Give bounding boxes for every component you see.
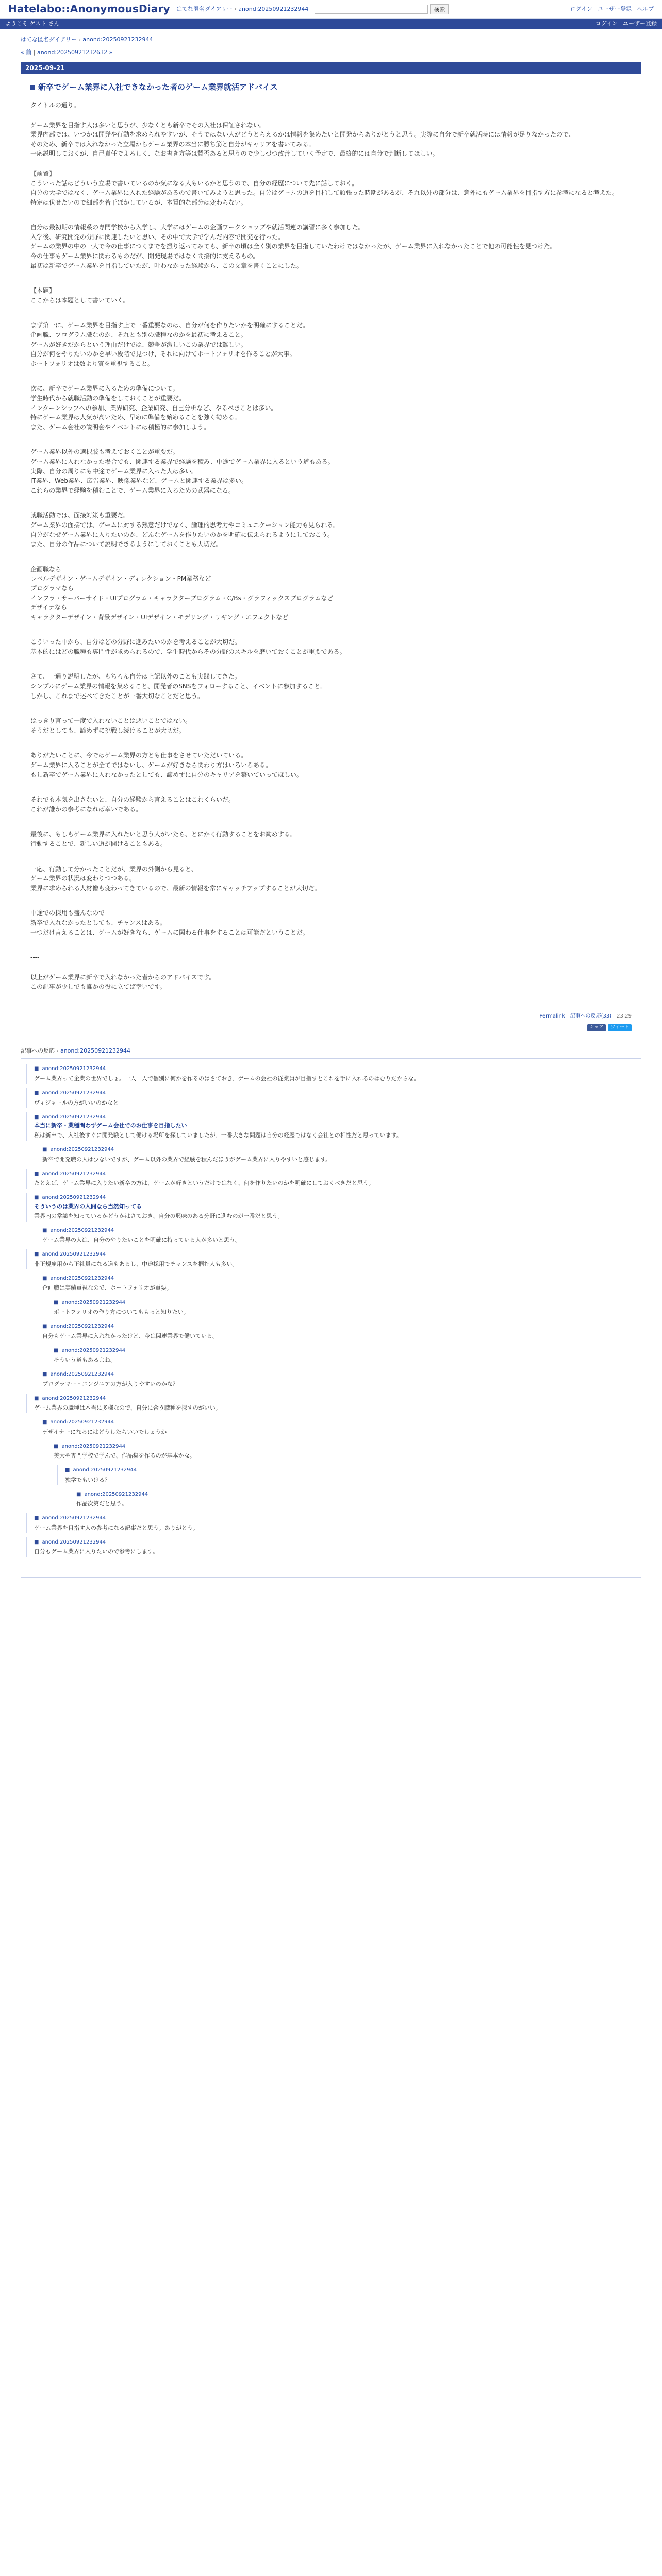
- entry-signature: [30, 1012, 632, 1023]
- comment-title[interactable]: 本当に新卒・業種問わずゲーム会社でのお仕事を目指したい: [34, 1122, 187, 1129]
- facebook-share-button[interactable]: シェア: [587, 1024, 606, 1031]
- square-bullet-icon: ■: [42, 1371, 47, 1378]
- square-bullet-icon: ■: [34, 1066, 39, 1072]
- comment-item: [35, 1226, 636, 1246]
- comment-text: 新卒で開発職の人は少ないですが、ゲーム以外の業界で経験を積んだほうがゲーム業界に入りやすいと感じます。: [42, 1156, 332, 1163]
- comment-id-link[interactable]: anond:20250921232944: [61, 1299, 126, 1306]
- header-crumb-sep: ›: [234, 5, 237, 12]
- comment-item: [26, 1088, 636, 1108]
- square-bullet-icon: ■: [42, 1419, 47, 1426]
- comment-header: [34, 1065, 636, 1073]
- comment-id-link[interactable]: anond:20250921232944: [42, 1066, 106, 1072]
- pager: [21, 48, 641, 57]
- entry-paragraph: さて、一通り説明したが、もちろん自分は上記以外のことも実践してきた。 シンプルにゲーム業界の情報を集めること、開発者のSNSをフォローすること、イベントに参加すること。 しかし、これまで述べてきたことが一番大切なことだと思う。: [30, 673, 327, 700]
- comment-text: 独学でもいける？: [65, 1476, 110, 1483]
- comment-header: [34, 1514, 636, 1522]
- comment-item: [35, 1145, 636, 1165]
- comment-text: たとえば、ゲーム業界に入りたい新卒の方は、ゲームが好きというだけではなく、何を作りたいのかを明確にしておくべきだと思う。: [34, 1180, 374, 1187]
- comment-text: 業界内の常識を知っているかどうかはさておき、自分の興味のある分野に進むのが一番だと思う。: [34, 1212, 284, 1219]
- comment-id-link[interactable]: anond:20250921232944: [42, 1114, 106, 1120]
- comment-header: [42, 1370, 636, 1379]
- comment-item: [35, 1417, 636, 1437]
- comment-item: [26, 1249, 636, 1269]
- entry-paragraph: 一応、行動して分かったことだが、業界の外側から見ると、 ゲーム業界の状況は変わりつつある。 業界に求められる人材像も変わってきているので、最新の情報を常にキャッチアップすることが大切だ。: [30, 865, 321, 892]
- top-bar: [0, 0, 662, 19]
- sub-bar: [0, 19, 662, 29]
- comment-item: [46, 1298, 636, 1318]
- entry-paragraph: 次に、新卒でゲーム業界に入るための準備について。 学生時代から就職活動の準備をしておくことが重要だ。 インターンシップへの参加、業界研究、企業研究、自己分析など、やるべきことは多い。 特にゲーム業界は人気が高いため、早めに準備を始めることを強く勧める。 また、ゲーム会社の説明会やイベントには積極的に参加しよう。: [30, 385, 277, 431]
- welcome-text[interactable]: ようこそ ゲスト さん: [5, 20, 60, 27]
- comment-id-link[interactable]: anond:20250921232944: [42, 1090, 106, 1096]
- comment-header: [42, 1146, 636, 1154]
- entry-day: [21, 62, 641, 1041]
- comment-item: [35, 1274, 636, 1294]
- entry-title-row: [30, 81, 632, 93]
- comment-header: [54, 1299, 636, 1307]
- entry-paragraph: まず第一に、ゲーム業界を目指す上で一番重要なのは、自分が何を作りたいかを明確にすることだ。 企画職、プログラム職なのか、それとも別の職種なのかを最初に考えること。 ゲームが好きだからという理由だけでは、競争が激しいこの業界では難しい。 自分が何をやりたいのかを早い段階で見つけ、それに向けてポートフォリオを作ることが大事。 ポートフォリオは数より質を重視すること。: [30, 321, 309, 367]
- entry-title: 新卒でゲーム業界に入社できなかった者のゲーム業界就活アドバイス: [38, 82, 278, 92]
- breadcrumb-home[interactable]: はてな匿名ダイアリー: [21, 36, 77, 43]
- comment-id-link[interactable]: anond:20250921232944: [42, 1171, 106, 1177]
- comment-text: ヴィジャールの方がいいのかなと: [34, 1099, 119, 1106]
- entry-time: 23:29: [617, 1013, 632, 1019]
- comment-id-link[interactable]: anond:20250921232944: [42, 1195, 106, 1201]
- square-bullet-icon: ■: [34, 1171, 39, 1177]
- comment-item: [57, 1465, 636, 1485]
- comment-header: [54, 1443, 636, 1451]
- entry-paragraph: 【前置】 こういった話はどういう立場で書いているのか気になる人もいるかと思うので、自分の経歴について先に話しておく。 自分の大学ではなく、ゲーム業界に入れた経験があるので書いてみようと思った。自分はゲームの道を目指して頑張った時期があるが、それ以外の部分は、意外にもゲーム業界を目指す方に参考になると考えた。 特定は伏せたいので細部を若干ぼかしているが、本質的な部分は変わらない。: [30, 170, 618, 206]
- site-logo[interactable]: Hatelabo::AnonymousDiary: [8, 3, 170, 15]
- comment-title[interactable]: そういうのは業界の人間なら当然知ってる: [34, 1202, 142, 1210]
- square-bullet-icon: ■: [54, 1299, 59, 1306]
- entry-paragraph: はっきり言って一度で入れないことは悪いことではない。 そうだとしても、諦めずに挑戦し続けることが大切だ。: [30, 717, 192, 734]
- comment-item: [26, 1193, 636, 1222]
- footer-space: [21, 1578, 641, 1608]
- square-bullet-icon: ■: [42, 1227, 47, 1233]
- comment-header: [34, 1194, 636, 1202]
- comment-text: 作品次第だと思う。: [76, 1500, 127, 1507]
- search-button[interactable]: 検索: [430, 4, 449, 14]
- entry-paragraph: 最後に、もしもゲーム業界に入れたいと思う人がいたら、とにかく行動することをお勧めする。 行動することで、新しい道が開けることもある。: [30, 831, 297, 848]
- comment-header: [42, 1323, 636, 1331]
- square-bullet-icon: ■: [54, 1443, 59, 1449]
- subbar-login-link[interactable]: ログイン: [595, 20, 618, 27]
- permalink-link[interactable]: Permalink: [539, 1013, 565, 1019]
- search-input[interactable]: [315, 5, 428, 14]
- comment-id-link[interactable]: anond:20250921232944: [50, 1227, 114, 1233]
- comment-item: [35, 1321, 636, 1342]
- square-bullet-icon: ■: [34, 1395, 39, 1401]
- square-bullet-icon: ■: [65, 1467, 70, 1473]
- breadcrumb: [21, 35, 641, 44]
- square-bullet-icon: ■: [42, 1275, 47, 1281]
- tweet-button[interactable]: ツイート: [608, 1024, 632, 1031]
- square-bullet-icon: [30, 85, 35, 90]
- comment-text: ポートフォリオの作り方についてももっと知りたい。: [54, 1309, 189, 1315]
- comment-text: デザイナーになるにはどうしたらいいでしょうか: [42, 1428, 167, 1435]
- search-form: [315, 4, 449, 14]
- entry-body: [30, 100, 632, 992]
- comment-id-link[interactable]: anond:20250921232944: [42, 1539, 106, 1545]
- entry-paragraph: 就職活動では、面接対策も重要だ。 ゲーム業界の面接では、ゲームに対する熱意だけでなく、論理的思考力やコミュニケーション能力も見られる。 自分がなぜゲーム業界に入りたいのか、どんなゲームを作りたいのかを明確に伝えられるようにしておこう。 また、自分の作品について説明できるようにしておくことも大切だ。: [30, 512, 340, 548]
- comment-item: [26, 1513, 636, 1533]
- comment-text: 自分もゲーム業界に入れなかったけど、今は関連業界で働いている。: [42, 1332, 218, 1340]
- pager-next[interactable]: anond:20250921232632 »: [37, 49, 113, 56]
- entry-paragraph: ゲーム業界を目指す人は多いと思うが、少なくとも新卒でその入社は保証されない。 業界内部では、いつかは開発や行動を求められやすいが、そうではない人がどうとらえるかは情報を集めたいと開発からありがとうと思う。実際に自分で新卒就活時には情報が足りなかったので、 そのため、新卒では入れなかった立場からゲーム業界の本当に勝ち筋と自分がキャリアを書いてみる。 一応説明しておくが、自己責任でよろしく、なお書き方等は賛否あると思うので少しづつ改善していく予定で、最終的には自分で判断してほしい。: [30, 121, 575, 158]
- square-bullet-icon: ■: [76, 1491, 81, 1497]
- comment-id-link[interactable]: anond:20250921232944: [50, 1147, 114, 1153]
- header-register-link[interactable]: ユーザー登録: [598, 5, 632, 12]
- subbar-register-link[interactable]: ユーザー登録: [623, 20, 657, 27]
- comment-item: [26, 1064, 636, 1084]
- comment-id-link[interactable]: anond:20250921232944: [84, 1491, 148, 1497]
- comment-id-link[interactable]: anond:20250921232944: [50, 1324, 114, 1330]
- entry-paragraph: こういった中から、自分はどの分野に進みたいのかを考えることが大切だ。 基本的にはどの職種も専門性が求められるので、学生時代からその分野のスキルを磨いておくことが重要である。: [30, 638, 346, 655]
- header-help-link[interactable]: ヘルプ: [637, 5, 654, 12]
- comment-id-link[interactable]: anond:20250921232944: [61, 1347, 126, 1353]
- entry-paragraph: ----: [30, 954, 40, 961]
- square-bullet-icon: ■: [34, 1251, 39, 1258]
- comment-id-link[interactable]: anond:20250921232944: [50, 1275, 114, 1281]
- comment-text: ゲーム業界の職種は本当に多様なので、自分に合う職種を探すのがいい。: [34, 1404, 221, 1412]
- entry-section: [21, 74, 641, 1041]
- square-bullet-icon: ■: [42, 1324, 47, 1330]
- comment-text: 非正規雇用から正社員になる道もあるし、中途採用でチャンスを掴む人も多い。: [34, 1260, 238, 1267]
- comment-text: そういう道もあるよね。: [54, 1357, 116, 1364]
- reactions-link[interactable]: 記事への反応(33): [570, 1013, 612, 1019]
- comment-id-link[interactable]: anond:20250921232944: [42, 1395, 106, 1401]
- reactions-entry-link[interactable]: anond:20250921232944: [60, 1047, 131, 1055]
- comment-text: ゲーム業界の人は、自分のやりたいことを明確に持っている人が多いと思う。: [42, 1236, 241, 1244]
- comment-header: [76, 1490, 636, 1499]
- entry-paragraph: ゲーム業界以外の選択肢も考えておくことが重要だ。 ゲーム業界に入れなかった場合でも、関連する業界で経験を積み、中途でゲーム業界に入るという道もある。 実際、自分の周りにも中途でゲーム業界に入った人は多い。 IT業界、Web業界、広告業界、映像業界など、ゲームと関連する業界は多い。 これらの業界で経験を積むことで、ゲーム業界に入るための武器になる。: [30, 448, 334, 494]
- comment-item: [26, 1169, 636, 1189]
- pager-prev[interactable]: « 前: [21, 49, 32, 56]
- comment-header: [42, 1227, 636, 1235]
- comment-header: [34, 1250, 636, 1259]
- comment-item: [26, 1394, 636, 1414]
- comment-header: [34, 1538, 636, 1547]
- entry-paragraph: 企画職なら レベルデザイン・ゲームデザイン・ディレクション・PM業務など プログラマなら インフラ・サーバーサイド・UIプログラム・キャラクタープログラム・C/Bs・グラフィックスプログラムなど デザイナなら キャラクターデザイン・背景デザイン・UIデザイン・モデリング・リギング・エフェクトなど: [30, 565, 334, 621]
- entry-paragraph: 【本題】 ここからは本題として書いていく。: [30, 287, 129, 304]
- comment-header: [34, 1170, 636, 1178]
- square-bullet-icon: ■: [34, 1114, 39, 1120]
- header-right-links: [570, 5, 654, 13]
- comment-item: [46, 1346, 636, 1366]
- comment-header: [65, 1466, 636, 1475]
- comment-text: 私は新卒で、入社後すぐに開発職として働ける場所を探していましたが、一番大きな問題は自分の経歴ではなく会社との相性だと思っています。: [34, 1132, 402, 1139]
- entry-paragraph: それでも本気を出さないと、自分の経験から言えることはこれくらいだ。 これが誰かの参考になれば幸いである。: [30, 796, 235, 813]
- comment-item: [26, 1537, 636, 1557]
- square-bullet-icon: ■: [34, 1195, 39, 1201]
- entry-paragraph: 中途での採用も盛んなので 新卒で入れなかったとしても、チャンスはある。 一つだけ言えることは、ゲームが好きなら、ゲームに関わる仕事をすることは可能だということだ。: [30, 909, 309, 936]
- share-row: [30, 1024, 632, 1031]
- header-crumb-link[interactable]: はてな匿名ダイアリー: [176, 5, 233, 12]
- comment-id-link[interactable]: anond:20250921232944: [42, 1515, 106, 1521]
- comment-id-link[interactable]: anond:20250921232944: [50, 1419, 114, 1426]
- header-crumb-user[interactable]: anond:20250921232944: [238, 5, 309, 12]
- square-bullet-icon: ■: [54, 1347, 59, 1353]
- entry-paragraph: 自分は最初期の情報系の専門学校から入学し、大学にはゲームの企画ワークショップや就活関連の講習に多く参加した。 入学後、研究開発の分野に関連したいと思い、その中で大学で学んだ内容で開発を行った。 ゲームの業界の中の一人で今の仕事につくまでを振り返ってみても、新卒の頃は全く別の業界を目指していたわけではなかったが、ゲーム業界に入れなかったことで他の可能性を見つけた。 今の仕事もゲーム業界に関わるものだが、開発現場ではなく間接的に支えるもの。 最初は新卒でゲーム業界を目指していたが、叶わなかった経験から、この文章を書くことにした。: [30, 224, 556, 269]
- comment-id-link[interactable]: anond:20250921232944: [50, 1371, 114, 1378]
- entry-paragraph: 以上がゲーム業界に新卒で入れなかった者からのアドバイスです。 この記事が少しでも誰かの役に立てば幸いです。: [30, 973, 216, 991]
- comment-header: [34, 1089, 636, 1097]
- header-login-link[interactable]: ログイン: [570, 5, 592, 12]
- header-crumb: [176, 5, 309, 13]
- square-bullet-icon: ■: [34, 1090, 39, 1096]
- comment-text: 企画職は実績重視なので、ポートフォリオが重要。: [42, 1284, 172, 1292]
- comment-header: [34, 1113, 636, 1122]
- comment-header: [54, 1347, 636, 1355]
- comment-list: [21, 1058, 641, 1577]
- comment-text: 美大や専門学校で学んで、作品集を作るのが基本かな。: [54, 1452, 195, 1460]
- comment-item: [69, 1489, 636, 1510]
- comment-id-link[interactable]: anond:20250921232944: [73, 1467, 137, 1473]
- square-bullet-icon: ■: [34, 1539, 39, 1545]
- comment-item: [46, 1442, 636, 1462]
- comment-id-link[interactable]: anond:20250921232944: [61, 1443, 126, 1449]
- square-bullet-icon: ■: [42, 1147, 47, 1153]
- comment-item: [35, 1369, 636, 1389]
- entry-paragraph: タイトルの通り。: [30, 101, 80, 109]
- square-bullet-icon: ■: [34, 1515, 39, 1521]
- reactions-label: 記事への反応 -: [21, 1047, 59, 1055]
- comment-id-link[interactable]: anond:20250921232944: [42, 1251, 106, 1258]
- comment-text: 自分もゲーム業界に入りたいので参考にします。: [34, 1548, 159, 1555]
- reactions-heading: [21, 1046, 641, 1055]
- entry-paragraph: ありがたいことに、今ではゲーム業界の方とも仕事をさせていただいている。 ゲーム業界に入ることが全てではないし、ゲームが好きなら関わり方はいろいろある。 もし新卒でゲーム業界に入れなかったとしても、諦めずに自分のキャリアを築いていってほしい。: [30, 752, 303, 778]
- comment-text: プログラマー・エンジニアの方が入りやすいのかな？: [42, 1380, 178, 1387]
- comment-item: [26, 1112, 636, 1141]
- comment-header: [42, 1418, 636, 1427]
- pager-divider: |: [33, 49, 36, 56]
- entry-date: 2025-09-21: [21, 62, 641, 74]
- comment-header: [34, 1395, 636, 1403]
- comment-text: ゲーム業界って企業の世界でしょ。一人一人で個別に何かを作るのはさておき、ゲームの会社の従業員が目指すとこれを手に入れるのはむりだからな。: [34, 1075, 420, 1082]
- comment-text: ゲーム業界を目指す人の参考になる記事だと思う。ありがとう。: [34, 1524, 198, 1531]
- breadcrumb-sep: ›: [78, 36, 81, 43]
- comment-header: [42, 1275, 636, 1283]
- breadcrumb-entry[interactable]: anond:20250921232944: [82, 36, 153, 43]
